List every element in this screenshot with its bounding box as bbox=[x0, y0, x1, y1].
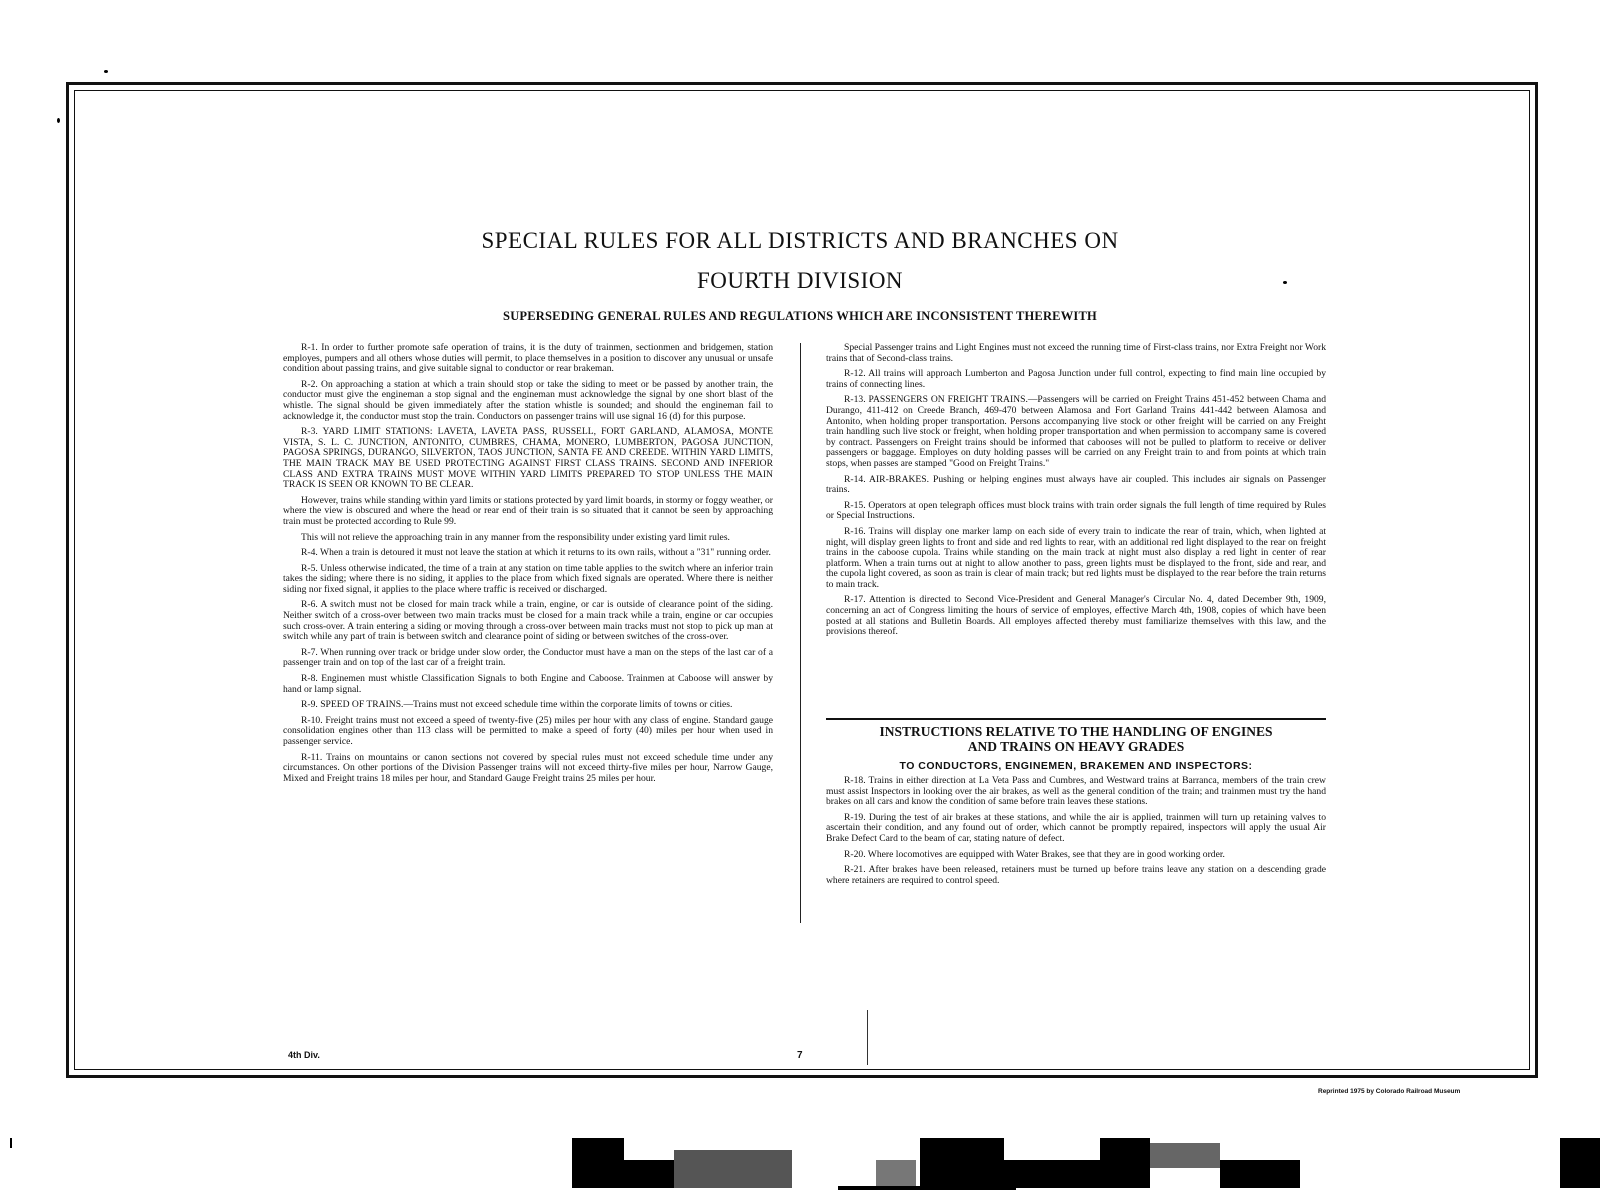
rule-paragraph: R-12. All trains will approach Lumberton and Pagosa Junction under full control, expecting to find main line occupied by trains of connecting lines. bbox=[826, 368, 1326, 390]
page-title-line1: SPECIAL RULES FOR ALL DISTRICTS AND BRANCHES ON bbox=[481, 228, 1119, 253]
instructions-title bbox=[826, 724, 1326, 754]
rule-paragraph: R-13. PASSENGERS ON FREIGHT TRAINS.—Passengers will be carried on Freight Trains 451-452 between Chama and Durango, 411-412 on Creede Branch, 469-470 between Alamosa and Fort Garland Trains 441-442 between Alamosa and Antonito, when holding proper transportation. Persons accompanying live stock or other freight will be carried on any Freight train handling such live stock or freight, when holding proper transportation and when permission to accompany same is covered by contract. Passengers on Freight trains should be informed that cabooses will not be pulled to platform to receive or deliver passengers or baggage. Employes on duty holding passes will be carried on any Freight train to and from points at which train stops, when passes are stamped "Good on Freight Trains." bbox=[826, 394, 1326, 469]
scan-line bbox=[867, 1010, 868, 1065]
instructions-rule bbox=[826, 718, 1326, 720]
rule-paragraph: R-6. A switch must not be closed for main track while a train, engine, or car is outside of clearance point of the siding. Neither switch of a cross-over between two main tracks must be closed for a main track while a train, engine or car occupies such cross-over. A train entering a siding or moving through a cross-over between main tracks must not stop to pick up man at switch while any part of train is between switch and clearance point of siding or between switches of the cross-over. bbox=[283, 599, 773, 643]
rule-paragraph: R-7. When running over track or bridge under slow order, the Conductor must have a man on the steps of the last car of a passenger train and on top of the last car of a freight train. bbox=[283, 646, 773, 669]
scan-bar bbox=[1220, 1160, 1300, 1188]
scan-speck bbox=[1283, 281, 1287, 284]
rule-paragraph: However, trains while standing within yard limits or stations protected by yard limit boards, in stormy or foggy weather, or where the view is obscured and where the head or rear end of their train is so situated that it cannot be seen by approaching train must be protected according to Rule 99. bbox=[283, 494, 773, 527]
rule-paragraph: R-15. Operators at open telegraph offices must block trains with train order signals the full length of time required by Rules or Special Instructions. bbox=[826, 499, 1326, 522]
instructions-column bbox=[826, 776, 1326, 891]
scan-speck bbox=[57, 118, 60, 123]
scan-bar bbox=[920, 1138, 1004, 1186]
scan-bar bbox=[674, 1150, 792, 1188]
rule-paragraph: R-21. After brakes have been released, retainers must be turned up before trains leave any station on a descending grade where retainers are required to control speed. bbox=[826, 864, 1326, 886]
page-title-line2: FOURTH DIVISION bbox=[696, 268, 904, 293]
scan-speck bbox=[10, 1138, 12, 1148]
instructions-title-line1: INSTRUCTIONS RELATIVE TO THE HANDLING OF ENGINES bbox=[879, 724, 1273, 739]
rule-paragraph: R-5. Unless otherwise indicated, the time of a train at any station on time table applies to the switch where an inferior train takes the siding; where there is no siding, it applies to the place from which fixed signals are operated. Where there is neither siding nor fixed signal, it applies to the place where traffic is received or discharged. bbox=[283, 562, 773, 595]
rule-paragraph: R-10. Freight trains must not exceed a speed of twenty-five (25) miles per hour with any class of engine. Standard gauge consolidation engines other than 113 class will be permitted to make a speed of forty (40) miles per hour when used in passenger service. bbox=[283, 714, 773, 747]
scan-bar bbox=[1150, 1143, 1220, 1168]
scan-bar bbox=[876, 1160, 916, 1186]
rule-paragraph: R-1. In order to further promote safe operation of trains, it is the duty of trainmen, sectionmen and bridgemen, station employes, pumpers and all others whose duties will permit, to place themselves in a position to discover any unusual or unsafe condition about passing trains, and give suitable signal to conductor or rear brakeman. bbox=[283, 342, 773, 375]
page-number: 7 bbox=[797, 1050, 803, 1061]
rule-paragraph: Special Passenger trains and Light Engines must not exceed the running time of First-class trains, nor Extra Freight nor Work trains that of Second-class trains. bbox=[826, 342, 1326, 364]
rule-paragraph: R-2. On approaching a station at which a train should stop or take the siding to meet or be passed by another train, the conductor must give the engineman a stop signal and the engineman must acknowledge the signal by one short blast of the whistle. The signal should be given immediately after the station whistle is sounded; and should the engineman fail to acknowledge it, the conductor must stop the train. Conductors on passenger trains will use signal 16 (d) for this purpose. bbox=[283, 378, 773, 422]
footer-division: 4th Div. bbox=[288, 1050, 320, 1060]
rule-paragraph: R-16. Trains will display one marker lamp on each side of every train to indicate the rear of train, which, when lighted at night, will display green lights to front and side and red lights to rear, with an additional red light displayed to the rear on freight trains in the caboose cupola. Trains while standing on the main track at night must also display a red light in center of rear platform. When a train turns out at night to allow another to pass, green lights must be displayed to the front, side and rear, and the cupola light covered, as soon as train is clear of main track; but red lights must be displayed to the rear before the train returns to main track. bbox=[826, 525, 1326, 590]
rule-paragraph: R-11. Trains on mountains or canon sections not covered by special rules must not exceed schedule time under any circumstances. On other portions of the Division Passenger trains will not exceed thirty-five miles per hour, Narrow Gauge, Mixed and Freight trains 18 miles per hour, and Standard Gauge Freight trains 25 miles per hour. bbox=[283, 751, 773, 784]
rule-paragraph: This will not relieve the approaching train in any manner from the responsibility under existing yard limit rules. bbox=[301, 531, 730, 543]
page-subtitle: SUPERSEDING GENERAL RULES AND REGULATIONS WHICH ARE INCONSISTENT THEREWITH bbox=[503, 309, 1097, 323]
scan-bar bbox=[1004, 1160, 1100, 1188]
scan-bar bbox=[572, 1138, 624, 1188]
instructions-title-line2: AND TRAINS ON HEAVY GRADES bbox=[967, 739, 1185, 754]
reprint-note: Reprinted 1975 by Colorado Railroad Museum bbox=[1318, 1088, 1461, 1095]
scan-bar bbox=[1100, 1138, 1150, 1188]
rule-paragraph: R-18. Trains in either direction at La Veta Pass and Cumbres, and Westward trains at Barranca, members of the train crew must assist Inspectors in looking over the air brakes, as well as the general condition of the train; and trainmen must try the hand brakes on all cars and know the condition of same before train leaves these stations. bbox=[826, 775, 1326, 808]
instructions-subtitle: TO CONDUCTORS, ENGINEMEN, BRAKEMEN AND INSPECTORS: bbox=[899, 760, 1253, 772]
rule-paragraph: R-8. Enginemen must whistle Classification Signals to both Engine and Caboose. Trainmen at Caboose will answer by hand or lamp signal. bbox=[283, 673, 773, 695]
rule-paragraph: R-3. YARD LIMIT STATIONS: LAVETA, LAVETA PASS, RUSSELL, FORT GARLAND, ALAMOSA, MONTE VISTA, S. L. C. JUNCTION, ANTONITO, CUMBRES, CHAMA, MONERO, LUMBERTON, PAGOSA JUNCTION, PAGOSA SPRINGS, DURANGO, SILVERTON, TAOS JUNCTION, SANTA FE AND CREEDE. WITHIN YARD LIMITS, THE MAIN TRACK MAY BE USED PROTECTING AGAINST FIRST CLASS TRAINS. SECOND AND INFERIOR CLASS AND EXTRA TRAINS MUST MOVE WITHIN YARD LIMITS PREPARED TO STOP UNLESS THE MAIN TRACK IS SEEN OR KNOWN TO BE CLEAR. bbox=[283, 426, 773, 491]
left-column bbox=[283, 343, 773, 789]
scan-bar bbox=[624, 1160, 674, 1188]
rule-paragraph: R-9. SPEED OF TRAINS.—Trains must not exceed schedule time within the corporate limits of towns or cities. bbox=[301, 699, 733, 711]
rule-paragraph: R-17. Attention is directed to Second Vice-President and General Manager's Circular No. 4, dated December 9th, 1909, concerning an act of Congress limiting the hours of service of employes, effective March 4th, 1908, copies of which have been posted at all stations and Bulletin Boards. All employes affected thereby must familiarize themselves with this law, and the provisions thereof. bbox=[826, 594, 1326, 638]
rule-paragraph: R-20. Where locomotives are equipped with Water Brakes, see that they are in good working order. bbox=[844, 848, 1225, 860]
rule-paragraph: R-14. AIR-BRAKES. Pushing or helping engines must always have air coupled. This includes air signals on Passenger trains. bbox=[826, 473, 1326, 496]
rule-paragraph: R-19. During the test of air brakes at these stations, and while the air is applied, trainmen will turn up retaining valves to ascertain their condition, and any found out of order, which cannot be promptly repaired, inspectors will apply the usual Air Brake Defect Card to the beam of car, stating nature of defect. bbox=[826, 811, 1326, 844]
rule-paragraph: R-4. When a train is detoured it must not leave the station at which it returns to its own rails, without a "31" running order. bbox=[301, 547, 771, 559]
scan-speck bbox=[104, 70, 108, 73]
column-divider bbox=[800, 343, 801, 923]
scan-bar bbox=[1560, 1138, 1600, 1188]
right-column bbox=[826, 343, 1326, 643]
scan-bar bbox=[838, 1186, 1016, 1190]
